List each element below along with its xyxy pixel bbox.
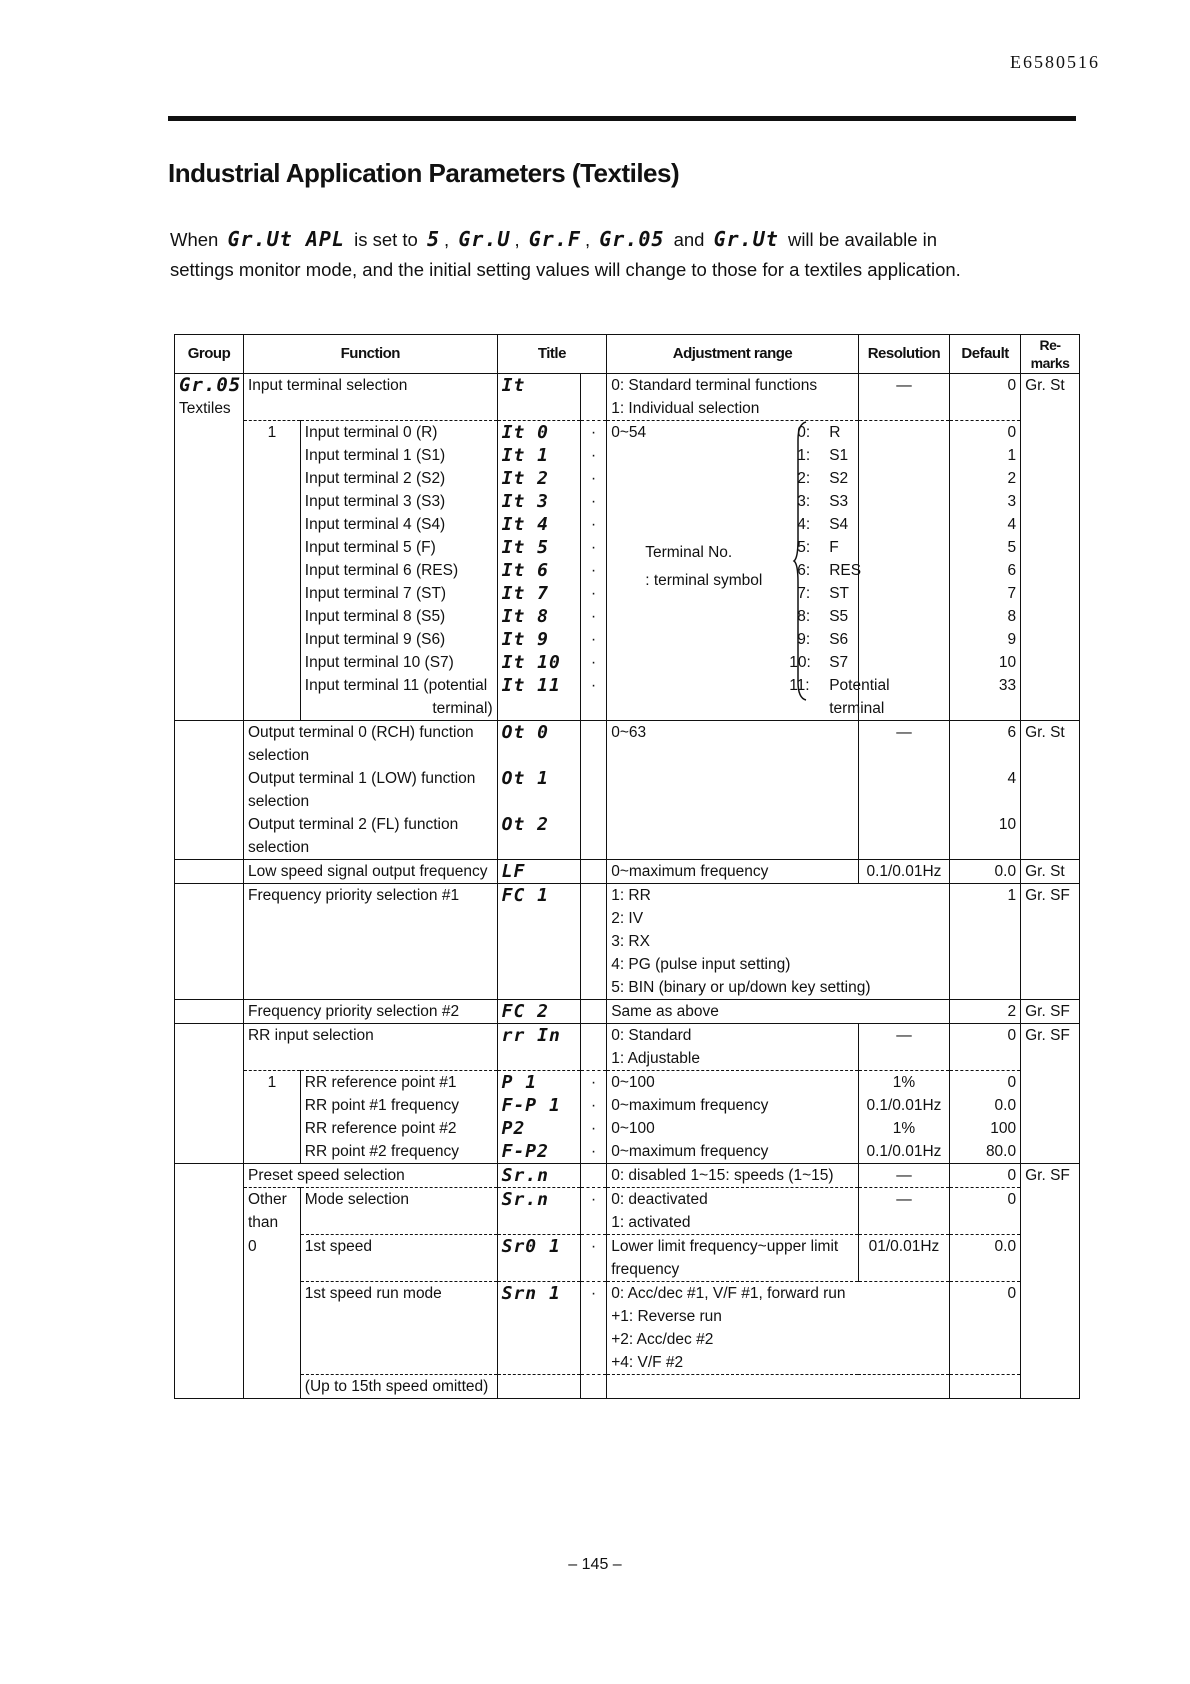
table-row: Input terminal 5 (F) It 5 · Terminal No. 5: F 5 [175,536,1080,559]
table-row: 3: RX [175,930,1080,953]
table-row: 2: IV [175,907,1080,930]
parameter-table [174,334,1080,1399]
table-row: 0 1st speed Sr0 1 · Lower limit frequency~upper limit 01/0.01Hz 0.0 [175,1235,1080,1259]
table-row: +4: V/F #2 [175,1351,1080,1375]
table-row: Input terminal 6 (RES) It 6 · 6: RES 6 [175,559,1080,582]
table-row: Input terminal 4 (S4) It 4 · 4: S4 4 [175,513,1080,536]
header-function: Function [243,335,497,374]
table-row: RR reference point #2 P2 · 0~100 1% 100 [175,1117,1080,1140]
document-id: E6580516 [1010,52,1100,72]
table-row: Preset speed selection Sr.n 0: disabled 1~15: speeds (1~15) — 0 Gr. SF [175,1164,1080,1188]
page-number: – 145 – [568,1556,622,1573]
table-row: Low speed signal output frequency LF 0~maximum frequency 0.1/0.01Hz 0.0 Gr. St [175,860,1080,884]
table-row: Output terminal 0 (RCH) function Ot 0 0~63 — 6 Gr. St [175,721,1080,745]
table-row: Other Mode selection Sr.n · 0: deactivated — 0 [175,1188,1080,1212]
table-row: 1 Input terminal 0 (R) It 0 · 0~54 0: R 0 [175,421,1080,445]
header-title: Title [497,335,607,374]
table-row: Frequency priority selection #1 FC 1 1: RR 1 Gr. SF [175,884,1080,908]
table-row: Input terminal 2 (S2) It 2 · 2: S2 2 [175,467,1080,490]
header-default: Default [950,335,1021,374]
table-row: Frequency priority selection #2 FC 2 Same as above 2 Gr. SF [175,1000,1080,1024]
table-row: +2: Acc/dec #2 [175,1328,1080,1351]
table-row: RR input selection rr In 0: Standard — 0 Gr. SF [175,1024,1080,1048]
page-title: Industrial Application Parameters (Textiles) [168,158,680,188]
table-row: 4: PG (pulse input setting) [175,953,1080,976]
table-row: RR point #2 frequency F-P2 · 0~maximum frequency 0.1/0.01Hz 80.0 [175,1140,1080,1164]
table-row: selection [175,790,1080,813]
header-rule [168,116,1076,121]
table-row: terminal) terminal [175,697,1080,721]
table-row: Input terminal 8 (S5) It 8 · 8: S5 8 [175,605,1080,628]
table-row: 1: Adjustable [175,1047,1080,1071]
header-range: Adjustment range [607,335,859,374]
table-row: Output terminal 1 (LOW) function Ot 1 4 [175,767,1080,790]
table-row: selection [175,836,1080,860]
table-row: +1: Reverse run [175,1305,1080,1328]
table-row: Input terminal 10 (S7) It 10 · 10: S7 10 [175,651,1080,674]
table-row: Input terminal 9 (S6) It 9 · 9: S6 9 [175,628,1080,651]
table-row: Input terminal 7 (ST) It 7 · : terminal symbol 7: ST 7 [175,582,1080,605]
header-group: Group [175,335,244,374]
table-row: RR point #1 frequency F-P 1 · 0~maximum frequency 0.1/0.01Hz 0.0 [175,1094,1080,1117]
table-row: Input terminal 11 (potential It 11 · 11: Potential 33 [175,674,1080,697]
table-row: than 1: activated [175,1211,1080,1235]
table-row: (Up to 15th speed omitted) [175,1375,1080,1399]
table-row: Input terminal 3 (S3) It 3 · 3: S3 3 [175,490,1080,513]
intro-paragraph: When Gr.Ut APL is set to 5 , Gr.U , Gr.F , Gr.05 and Gr.Ut will be available in settings monitor mode, and the initial setting values will change to those for a textiles application. [170,227,961,280]
table-row: Textiles 1: Individual selection [175,397,1080,421]
table-row: Output terminal 2 (FL) function Ot 2 10 [175,813,1080,836]
table-row: 1st speed run mode Srn 1 · 0: Acc/dec #1, V/F #1, forward run 0 [175,1282,1080,1306]
header-resolution: Resolution [858,335,949,374]
header-remarks: Re- marks [1021,335,1080,374]
table-row: Input terminal 1 (S1) It 1 · 1: S1 1 [175,444,1080,467]
table-row: 5: BIN (binary or up/down key setting) [175,976,1080,1000]
table-row: frequency [175,1258,1080,1282]
table-row: 1 RR reference point #1 P 1 · 0~100 1% 0 [175,1071,1080,1095]
table-row: Gr.05 Input terminal selection It 0: Standard terminal functions — 0 Gr. St [175,374,1080,398]
table-row: selection [175,744,1080,767]
